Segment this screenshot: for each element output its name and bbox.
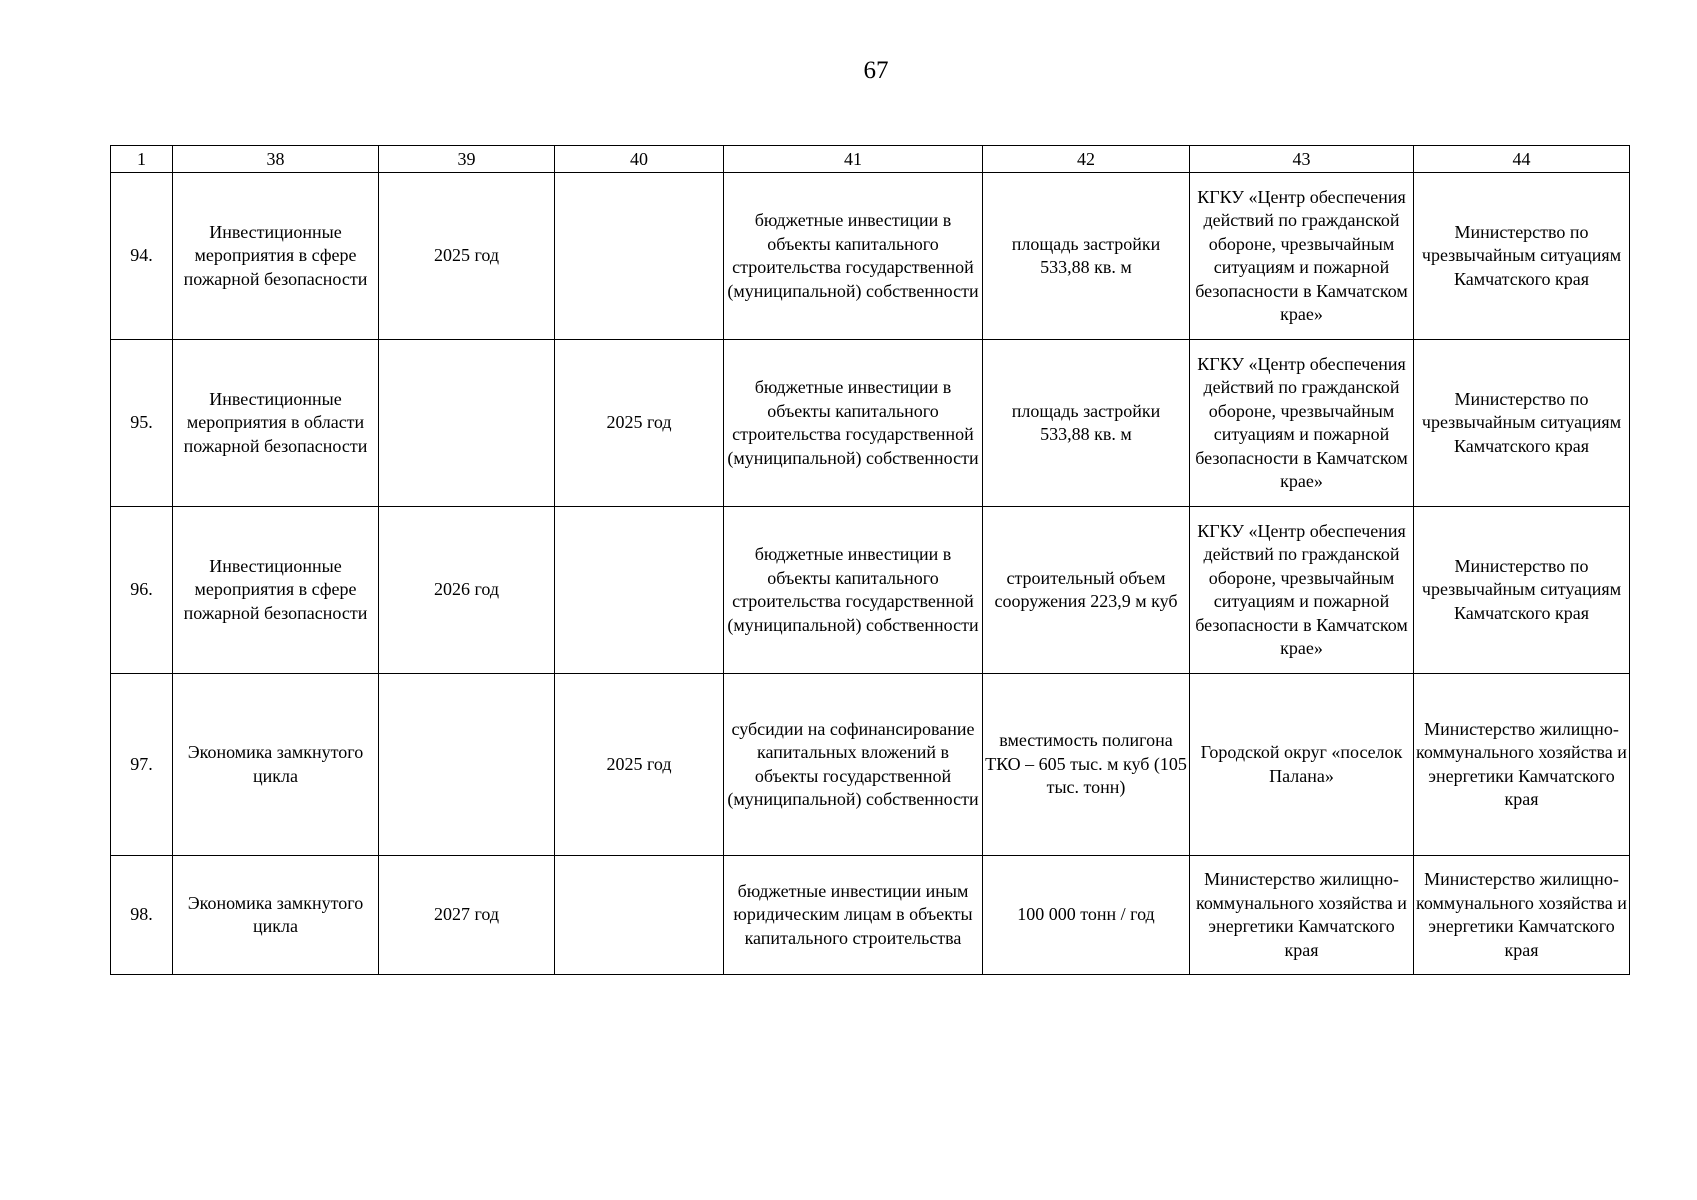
cell-col-43: Министерство жилищно-коммунального хозяйства и энергетики Камчатского края (1190, 856, 1414, 975)
column-header: 44 (1414, 146, 1630, 173)
cell-col-44: Министерство по чрезвычайным ситуациям Камчатского края (1414, 507, 1630, 674)
cell-col-39 (379, 674, 555, 856)
table-row (111, 856, 1630, 975)
cell-col-41: бюджетные инвестиции в объекты капитального строительства государственной (муниципальной) собственности (724, 507, 983, 674)
measure-name: Инвестиционные мероприятия в сфере пожарной безопасности (173, 507, 379, 674)
cell-col-40 (555, 856, 724, 975)
cell-col-43: КГКУ «Центр обеспечения действий по гражданской обороне, чрезвычайным ситуациям и пожарной безопасности в Камчатском крае» (1190, 340, 1414, 507)
cell-col-43: КГКУ «Центр обеспечения действий по гражданской обороне, чрезвычайным ситуациям и пожарной безопасности в Камчатском крае» (1190, 173, 1414, 340)
cell-col-39: 2026 год (379, 507, 555, 674)
cell-col-44: Министерство по чрезвычайным ситуациям Камчатского края (1414, 340, 1630, 507)
cell-col-42: 100 000 тонн / год (983, 856, 1190, 975)
cell-col-40 (555, 173, 724, 340)
cell-col-42: площадь застройки 533,88 кв. м (983, 173, 1190, 340)
cell-col-44: Министерство жилищно-коммунального хозяйства и энергетики Камчатского края (1414, 856, 1630, 975)
cell-col-39: 2027 год (379, 856, 555, 975)
cell-col-40: 2025 год (555, 674, 724, 856)
measures-table (110, 145, 1630, 975)
table-row (111, 173, 1630, 340)
measure-name: Экономика замкнутого цикла (173, 674, 379, 856)
column-header: 39 (379, 146, 555, 173)
cell-col-42: строительный объем сооружения 223,9 м куб (983, 507, 1190, 674)
cell-col-43: Городской округ «поселок Палана» (1190, 674, 1414, 856)
measure-name: Инвестиционные мероприятия в области пожарной безопасности (173, 340, 379, 507)
column-header: 41 (724, 146, 983, 173)
column-header: 43 (1190, 146, 1414, 173)
table-row (111, 507, 1630, 674)
cell-col-41: бюджетные инвестиции иным юридическим лицам в объекты капитального строительства (724, 856, 983, 975)
cell-col-44: Министерство жилищно-коммунального хозяйства и энергетики Камчатского края (1414, 674, 1630, 856)
table-header-row (111, 146, 1630, 173)
row-number: 95. (111, 340, 173, 507)
cell-col-42: площадь застройки 533,88 кв. м (983, 340, 1190, 507)
column-header: 38 (173, 146, 379, 173)
cell-col-43: КГКУ «Центр обеспечения действий по гражданской обороне, чрезвычайным ситуациям и пожарной безопасности в Камчатском крае» (1190, 507, 1414, 674)
row-number: 98. (111, 856, 173, 975)
column-header: 40 (555, 146, 724, 173)
cell-col-39 (379, 340, 555, 507)
table-row (111, 674, 1630, 856)
measure-name: Инвестиционные мероприятия в сфере пожарной безопасности (173, 173, 379, 340)
cell-col-40 (555, 507, 724, 674)
row-number: 94. (111, 173, 173, 340)
cell-col-40: 2025 год (555, 340, 724, 507)
cell-col-44: Министерство по чрезвычайным ситуациям Камчатского края (1414, 173, 1630, 340)
table-row (111, 340, 1630, 507)
page-number: 67 (863, 57, 889, 84)
measure-name: Экономика замкнутого цикла (173, 856, 379, 975)
column-header: 42 (983, 146, 1190, 173)
column-header: 1 (111, 146, 173, 173)
row-number: 97. (111, 674, 173, 856)
cell-col-39: 2025 год (379, 173, 555, 340)
cell-col-42: вместимость полигона ТКО – 605 тыс. м куб (105 тыс. тонн) (983, 674, 1190, 856)
row-number: 96. (111, 507, 173, 674)
cell-col-41: субсидии на софинансирование капитальных вложений в объекты государственной (муниципальной) собственности (724, 674, 983, 856)
cell-col-41: бюджетные инвестиции в объекты капитального строительства государственной (муниципальной) собственности (724, 340, 983, 507)
cell-col-41: бюджетные инвестиции в объекты капитального строительства государственной (муниципальной) собственности (724, 173, 983, 340)
